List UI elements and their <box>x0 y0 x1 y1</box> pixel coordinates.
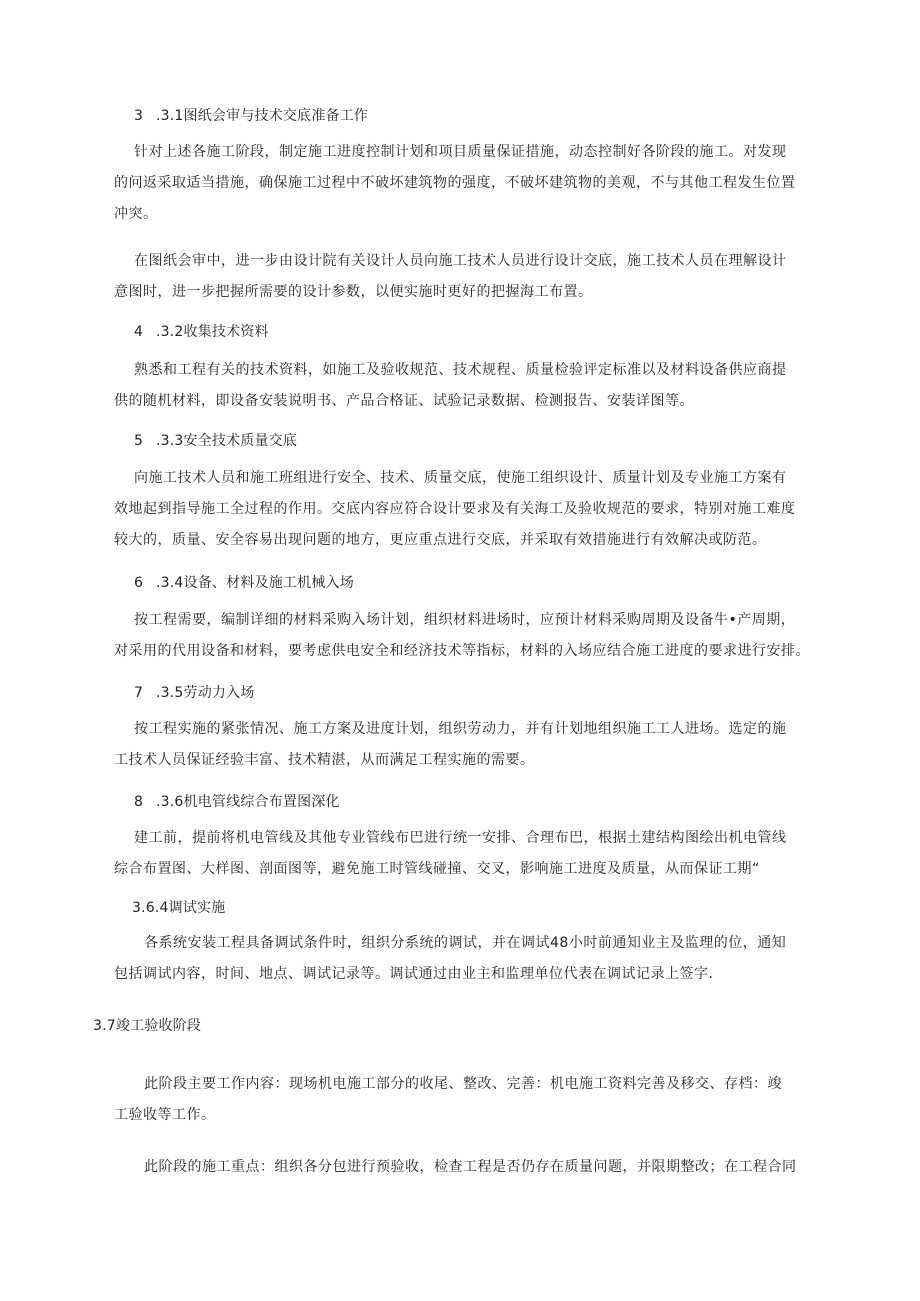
paragraph <box>134 605 826 636</box>
paragraph-line: 对采用的代用设备和材料，要考虑供电安全和经济技术等指标，材料的入场应结合施工进度的要求进行安排。 <box>114 643 810 659</box>
section-heading <box>93 1016 201 1036</box>
paragraph <box>144 1152 826 1183</box>
heading-number: 7 <box>134 685 144 701</box>
paragraph-line: 针对上述各施工阶段，制定施工进度控制计划和项目质量保证措施，动态控制好各阶段的施工。对发现 <box>134 144 787 160</box>
paragraph <box>114 959 826 990</box>
heading-text: 3.6.4调试实施 <box>132 900 226 916</box>
paragraph-line: 按工程需要，编制详细的材料采购入场计划，组织材料进场时，应预计材料采购周期及设备牛•产周期， <box>134 612 796 628</box>
paragraph-line: 冲突。 <box>114 206 158 222</box>
paragraph <box>114 168 826 230</box>
paragraph <box>134 246 826 277</box>
paragraph-line: 包括调试内容，时间、地点、调试记录等。调试通过由业主和监理单位代表在调试记录上签字. <box>114 966 714 982</box>
paragraph-line: 工技术人员保证经验丰富、技术精湛，从而满足工程实施的需要。 <box>114 752 535 768</box>
paragraph-line: 的问返采取适当措施，确保施工过程中不破坏建筑物的强度，不破坏建筑物的美观，不与其他工程发生位置 <box>114 175 796 191</box>
paragraph <box>134 355 826 386</box>
paragraph <box>114 854 826 885</box>
section-heading <box>134 792 340 812</box>
paragraph <box>114 636 826 667</box>
paragraph <box>134 137 826 168</box>
paragraph <box>114 277 826 308</box>
heading-text: .3.1图纸会审与技术交底准备工作 <box>156 108 369 124</box>
paragraph-line: 向施工技术人员和施工班组进行安全、技术、质量交底，使施工组织设计、质量计划及专业施工方案有 <box>134 470 787 486</box>
paragraph <box>134 714 826 745</box>
heading-text: .3.3安全技术质量交底 <box>156 433 298 449</box>
heading-number: 3 <box>134 108 144 124</box>
paragraph <box>114 745 826 776</box>
section-heading <box>134 106 368 126</box>
paragraph-line: 此阶段的施工重点：组织各分包进行预验收，检查工程是否仍存在质量问题，并限期整改；在工程合同 <box>144 1159 797 1175</box>
section-heading <box>134 431 297 451</box>
heading-text: .3.5劳动力入场 <box>156 685 255 701</box>
section-heading <box>132 898 225 918</box>
heading-text: 3.7竣工验收阶段 <box>93 1018 202 1034</box>
paragraph-line: 供的随机材料，即设备安装说明书、产品合格证、试验记录数据、检测报告、安装详图等。 <box>114 393 694 409</box>
paragraph <box>114 1100 826 1131</box>
heading-text: .3.4设备、材料及施工机械入场 <box>156 575 354 591</box>
paragraph <box>114 386 826 417</box>
heading-number: 8 <box>134 794 144 810</box>
section-heading <box>134 322 269 342</box>
paragraph <box>134 823 826 854</box>
heading-number: 4 <box>134 324 144 340</box>
paragraph-line: 工验收等工作。 <box>114 1107 216 1123</box>
heading-number: 5 <box>134 433 144 449</box>
paragraph <box>114 494 826 556</box>
paragraph-line: 按工程实施的紧张情况、施工方案及进度计划，组织劳动力，并有计划地组织施工工人进场。选定的施 <box>134 721 787 737</box>
paragraph-line: 在图纸会审中，进一步由设计院有关设计人员向施工技术人员进行设计交底，施工技术人员在理解设计 <box>134 253 787 269</box>
section-heading <box>134 683 255 703</box>
paragraph-line: 效地起到指导施工全过程的作用。交底内容应符合设计要求及有关海工及验收规范的要求，特别对施工难度 <box>114 501 796 517</box>
paragraph-line: 此阶段主要工作内容：现场机电施工部分的收尾、整改、完善：机电施工资料完善及移交、存档：竣 <box>144 1076 782 1092</box>
paragraph <box>134 463 826 494</box>
heading-text: .3.2收集技术资料 <box>156 324 269 340</box>
paragraph <box>144 1069 826 1100</box>
paragraph-line: 各系统安装工程具备调试条件时，组织分系统的调试，并在调试48小时前通知业主及监理的位，通知 <box>144 935 787 951</box>
paragraph-line: 建工前，提前将机电管线及其他专业管线布巴进行统一安排、合理布巴，根据土建结构图绘出机电管线 <box>134 830 787 846</box>
paragraph-line: 综合布置图、大样图、剖面图等，避免施工时管线碰撞、交叉，影响施工进度及质量，从而保证工期“ <box>114 861 760 877</box>
paragraph-line: 意图时，进一步把握所需要的设计参数，以便实施时更好的把握海工布置。 <box>114 284 593 300</box>
paragraph <box>144 928 826 959</box>
heading-text: .3.6机电管线综合布置图深化 <box>156 794 340 810</box>
heading-number: 6 <box>134 575 144 591</box>
paragraph-line: 较大的，质量、安全容易出现问题的地方，更应重点进行交底，并采取有效措施进行有效解决或防范。 <box>114 532 767 548</box>
paragraph-line: 熟悉和工程有关的技术资料，如施工及验收规范、技术规程、质量检验评定标准以及材料设备供应商提 <box>134 362 787 378</box>
section-heading <box>134 573 354 593</box>
